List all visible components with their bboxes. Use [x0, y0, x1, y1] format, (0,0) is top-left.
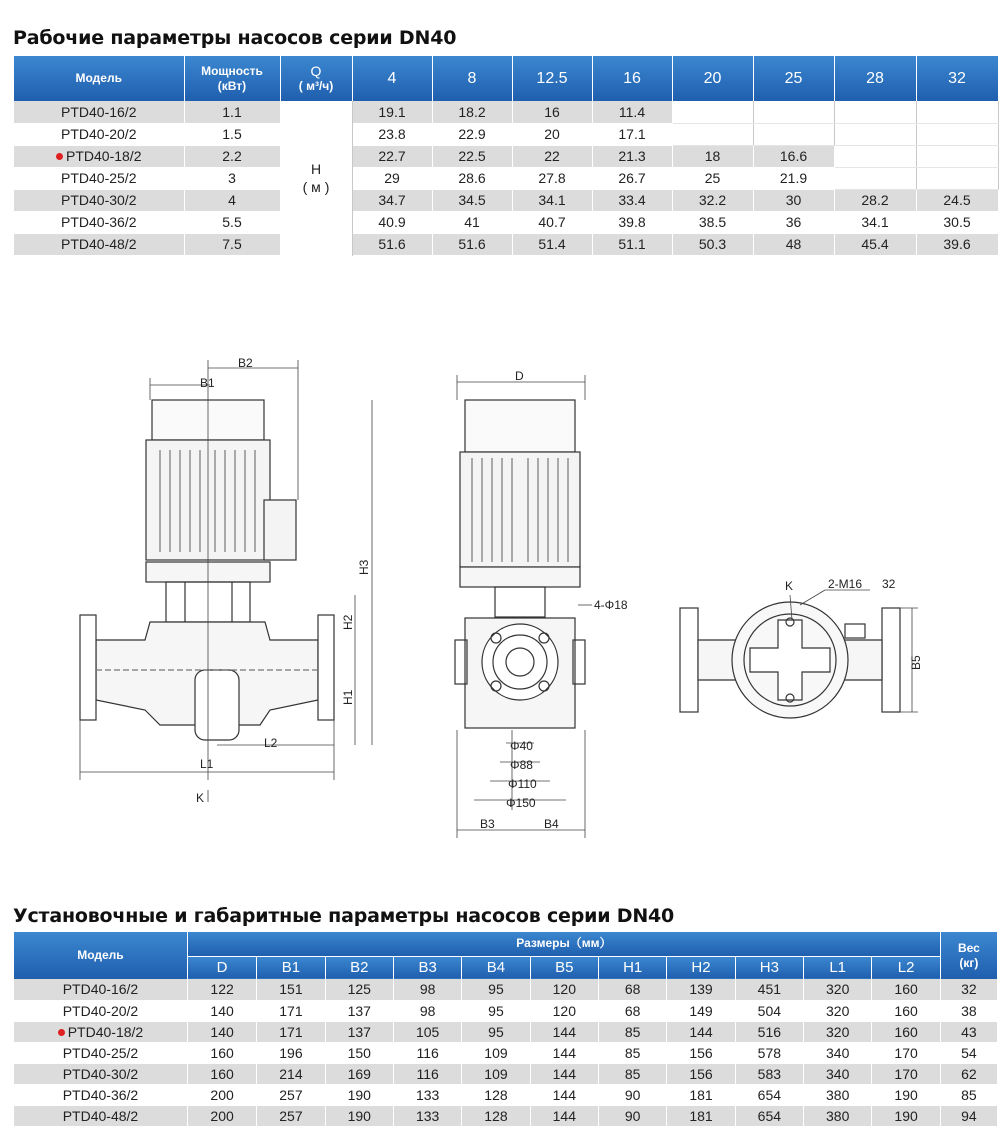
head-value-cell: 39.6: [916, 233, 998, 255]
head-value-cell: [753, 123, 834, 145]
dim-value-cell: 583: [735, 1063, 803, 1084]
head-value-cell: 38.5: [672, 211, 753, 233]
weight-cell: 43: [940, 1021, 997, 1042]
dim-value-cell: 105: [393, 1021, 461, 1042]
dim-value-cell: 504: [735, 1000, 803, 1021]
header-dim-col: B3: [393, 956, 461, 979]
dim-l2: L2: [264, 736, 278, 750]
dim-value-cell: 257: [257, 1105, 325, 1126]
dim-d: D: [515, 369, 524, 383]
header-dim-col: H2: [667, 956, 735, 979]
dim-value-cell: 214: [257, 1063, 325, 1084]
dim-value-cell: 139: [667, 979, 735, 1000]
head-value-cell: 25: [672, 167, 753, 189]
dim-b3: B3: [480, 817, 495, 831]
head-unit: ( м ): [302, 179, 330, 195]
head-value-cell: 17.1: [592, 123, 672, 145]
dim-value-cell: 95: [462, 979, 530, 1000]
dim-value-cell: 133: [393, 1105, 461, 1126]
dim-d110: Φ110: [508, 777, 537, 791]
head-value-cell: [834, 167, 916, 189]
weight-cell: 94: [940, 1105, 997, 1126]
header-dim-col: B4: [462, 956, 530, 979]
dim-value-cell: 98: [393, 979, 461, 1000]
head-value-cell: [916, 101, 998, 123]
header-dim-col: B2: [325, 956, 393, 979]
dim-32: 32: [882, 577, 896, 591]
header-flow-value: 32: [916, 56, 998, 101]
dim-value-cell: 320: [804, 1021, 872, 1042]
head-value-cell: 30: [753, 189, 834, 211]
head-value-cell: 32.2: [672, 189, 753, 211]
header-flow: Q ( м³/ч): [280, 56, 352, 101]
dim-value-cell: 170: [872, 1063, 940, 1084]
head-value-cell: 22: [512, 145, 592, 167]
head-value-cell: 41: [432, 211, 512, 233]
model-cell: [14, 211, 184, 233]
dim-value-cell: 156: [667, 1042, 735, 1063]
dim-value-cell: 200: [187, 1105, 256, 1126]
model-label: PTD40-30/2: [61, 192, 137, 208]
dim-value-cell: 654: [735, 1105, 803, 1126]
dim-value-cell: 95: [462, 1000, 530, 1021]
header-flow-value: 4: [352, 56, 432, 101]
head-value-cell: 27.8: [512, 167, 592, 189]
dim-b4: B4: [544, 817, 559, 831]
dim-k-front: K: [196, 791, 205, 805]
weight-cell: 85: [940, 1084, 997, 1105]
dim-value-cell: 160: [872, 1000, 940, 1021]
dim-value-cell: 160: [187, 1063, 256, 1084]
dim-value-cell: 340: [804, 1042, 872, 1063]
power-cell: 2.2: [184, 145, 280, 167]
dim-value-cell: 170: [872, 1042, 940, 1063]
table-row: [14, 1105, 998, 1126]
table-row: [14, 167, 998, 189]
head-value-cell: 50.3: [672, 233, 753, 255]
header-flow-value: 28: [834, 56, 916, 101]
head-value-cell: 19.1: [352, 101, 432, 123]
dim-value-cell: 85: [598, 1042, 666, 1063]
head-value-cell: 34.1: [834, 211, 916, 233]
power-cell: 5.5: [184, 211, 280, 233]
head-value-cell: 48: [753, 233, 834, 255]
dim-value-cell: 90: [598, 1105, 666, 1126]
model-label: PTD40-18/2: [66, 148, 142, 164]
table-row: [14, 101, 998, 123]
power-cell: 3: [184, 167, 280, 189]
dim-value-cell: 125: [325, 979, 393, 1000]
head-value-cell: 36: [753, 211, 834, 233]
header-flow-value: 20: [672, 56, 753, 101]
header-power: Мощность (кВт): [184, 56, 280, 101]
weight-cell: 32: [940, 979, 997, 1000]
head-value-cell: [834, 123, 916, 145]
dim-d88: Φ88: [510, 758, 533, 772]
header-dim-col: B5: [530, 956, 598, 979]
dim-value-cell: 190: [325, 1105, 393, 1126]
dim-value-cell: 144: [530, 1084, 598, 1105]
head-value-cell: 34.5: [432, 189, 512, 211]
head-value-cell: 18: [672, 145, 753, 167]
head-value-cell: 51.6: [432, 233, 512, 255]
head-value-cell: 11.4: [592, 101, 672, 123]
dim-l1: L1: [200, 757, 214, 771]
dim-value-cell: 380: [804, 1084, 872, 1105]
model-label: PTD40-36/2: [61, 214, 137, 230]
dim-d40: Φ40: [510, 739, 533, 753]
dim-value-cell: 137: [325, 1021, 393, 1042]
dim-value-cell: 257: [257, 1084, 325, 1105]
head-value-cell: 21.9: [753, 167, 834, 189]
head-value-cell: [916, 145, 998, 167]
dim-value-cell: 160: [187, 1042, 256, 1063]
dim-value-cell: 196: [257, 1042, 325, 1063]
head-value-cell: 33.4: [592, 189, 672, 211]
head-value-cell: 51.4: [512, 233, 592, 255]
dim-value-cell: 120: [530, 1000, 598, 1021]
table-row: [14, 233, 998, 255]
weight-cell: 54: [940, 1042, 997, 1063]
model-cell: [14, 1042, 187, 1063]
dim-value-cell: 578: [735, 1042, 803, 1063]
dim-value-cell: 95: [462, 1021, 530, 1042]
dim-value-cell: 68: [598, 1000, 666, 1021]
dim-thread: 2-M16: [828, 577, 863, 591]
dim-value-cell: 144: [530, 1063, 598, 1084]
dim-value-cell: 171: [257, 1000, 325, 1021]
header-dim-col: L1: [804, 956, 872, 979]
power-cell: 7.5: [184, 233, 280, 255]
header-dim-col: D: [187, 956, 256, 979]
dim-value-cell: 160: [872, 979, 940, 1000]
head-value-cell: 34.7: [352, 189, 432, 211]
table-row: [14, 189, 998, 211]
head-value-cell: [834, 145, 916, 167]
head-value-cell: 40.9: [352, 211, 432, 233]
head-value-cell: 20: [512, 123, 592, 145]
marker-dot-icon: [58, 1029, 65, 1036]
dim-value-cell: 137: [325, 1000, 393, 1021]
dim-h1: H1: [341, 689, 355, 705]
head-value-cell: 26.7: [592, 167, 672, 189]
header-weight: Вес (кг): [940, 932, 997, 979]
dim-value-cell: 140: [187, 1021, 256, 1042]
performance-table: [14, 56, 999, 256]
dim-value-cell: 85: [598, 1063, 666, 1084]
header-dim-col: H3: [735, 956, 803, 979]
head-value-cell: 18.2: [432, 101, 512, 123]
model-cell: [14, 145, 184, 167]
weight-cell: 62: [940, 1063, 997, 1084]
dim-value-cell: 116: [393, 1042, 461, 1063]
dim-value-cell: 144: [530, 1105, 598, 1126]
table-row: [14, 1000, 998, 1021]
dim-value-cell: 181: [667, 1105, 735, 1126]
head-value-cell: 22.5: [432, 145, 512, 167]
model-label: PTD40-30/2: [62, 1065, 139, 1082]
dim-value-cell: 320: [804, 979, 872, 1000]
model-cell: [14, 233, 184, 255]
dim-value-cell: 190: [325, 1084, 393, 1105]
top-view: [680, 590, 918, 718]
dim-b1: B1: [200, 376, 215, 390]
dim-value-cell: 109: [462, 1063, 530, 1084]
dim-value-cell: 144: [667, 1021, 735, 1042]
head-value-cell: 16.6: [753, 145, 834, 167]
dim-value-cell: 144: [530, 1021, 598, 1042]
model-label: PTD40-16/2: [61, 103, 137, 120]
header-dim-col: B1: [257, 956, 325, 979]
dim-value-cell: 122: [187, 979, 256, 1000]
table-row: [14, 211, 998, 233]
model-cell: [14, 1021, 187, 1042]
dim-value-cell: 200: [187, 1084, 256, 1105]
model-cell: [14, 101, 184, 123]
model-label: PTD40-16/2: [62, 981, 139, 998]
model-label: PTD40-36/2: [62, 1086, 139, 1103]
dim-value-cell: 144: [530, 1042, 598, 1063]
head-value-cell: 22.9: [432, 123, 512, 145]
header-model: Модель: [14, 56, 184, 101]
head-value-cell: [672, 101, 753, 123]
head-value-cell: 51.6: [352, 233, 432, 255]
header-sizes: Размеры（мм）: [187, 932, 940, 956]
head-value-cell: 23.8: [352, 123, 432, 145]
dim-value-cell: 190: [872, 1105, 940, 1126]
dim-value-cell: 169: [325, 1063, 393, 1084]
model-label: PTD40-48/2: [61, 236, 137, 252]
header-flow-value: 12.5: [512, 56, 592, 101]
head-unit-cell: [280, 101, 352, 255]
table-row: [14, 145, 998, 167]
head-value-cell: 28.6: [432, 167, 512, 189]
head-value-cell: 40.7: [512, 211, 592, 233]
dim-b5: B5: [909, 655, 923, 670]
model-label: PTD40-20/2: [62, 1002, 139, 1019]
marker-dot-icon: [56, 153, 63, 160]
model-cell: [14, 123, 184, 145]
table-row: [14, 123, 998, 145]
table-row: [14, 1021, 998, 1042]
dim-value-cell: 133: [393, 1084, 461, 1105]
head-value-cell: 30.5: [916, 211, 998, 233]
table-row: [14, 1042, 998, 1063]
power-cell: 4: [184, 189, 280, 211]
head-value-cell: 34.1: [512, 189, 592, 211]
head-value-cell: 39.8: [592, 211, 672, 233]
dim-value-cell: 516: [735, 1021, 803, 1042]
dim-value-cell: 128: [462, 1084, 530, 1105]
dim-value-cell: 98: [393, 1000, 461, 1021]
model-cell: [14, 1000, 187, 1021]
table-row: [14, 979, 998, 1000]
dim-value-cell: 128: [462, 1105, 530, 1126]
model-cell: [14, 189, 184, 211]
dim-value-cell: 109: [462, 1042, 530, 1063]
model-label: PTD40-48/2: [62, 1107, 139, 1124]
dim-value-cell: 171: [257, 1021, 325, 1042]
dim-value-cell: 190: [872, 1084, 940, 1105]
dim-b2: B2: [238, 356, 253, 370]
head-value-cell: 21.3: [592, 145, 672, 167]
header-flow-value: 25: [753, 56, 834, 101]
header-dim-col: H1: [598, 956, 666, 979]
model-cell: [14, 167, 184, 189]
dim-value-cell: 151: [257, 979, 325, 1000]
dim-d150: Φ150: [506, 796, 536, 810]
dim-k-top: K: [785, 579, 794, 593]
header-dim-col: L2: [872, 956, 940, 979]
power-cell: 1.5: [184, 123, 280, 145]
power-cell: 1.1: [184, 101, 280, 123]
dim-value-cell: 156: [667, 1063, 735, 1084]
pump-dimension-drawing: [0, 340, 1000, 850]
table-row: [14, 1063, 998, 1084]
table-row: [14, 1084, 998, 1105]
model-cell: [14, 979, 187, 1000]
front-view: [80, 360, 372, 802]
dim-value-cell: 340: [804, 1063, 872, 1084]
model-label: PTD40-25/2: [62, 1044, 139, 1061]
dimensions-table: [14, 932, 998, 1127]
dim-value-cell: 320: [804, 1000, 872, 1021]
dim-value-cell: 654: [735, 1084, 803, 1105]
table2-title: Установочные и габаритные параметры насосов серии DN40: [13, 905, 675, 927]
dim-h3: H3: [357, 559, 371, 575]
head-value-cell: 29: [352, 167, 432, 189]
dim-h2: H2: [341, 614, 355, 630]
head-value-cell: 16: [512, 101, 592, 123]
model-label: PTD40-20/2: [61, 126, 137, 142]
dim-bolts: 4-Φ18: [594, 598, 628, 612]
dim-value-cell: 451: [735, 979, 803, 1000]
model-label: PTD40-25/2: [61, 170, 137, 186]
dim-value-cell: 120: [530, 979, 598, 1000]
head-value-cell: [672, 123, 753, 145]
head-value-cell: [916, 123, 998, 145]
dim-value-cell: 68: [598, 979, 666, 1000]
dim-value-cell: 90: [598, 1084, 666, 1105]
head-label: H: [310, 161, 322, 177]
table1-title: Рабочие параметры насосов серии DN40: [13, 27, 457, 49]
model-label: PTD40-18/2: [67, 1023, 144, 1040]
head-value-cell: 45.4: [834, 233, 916, 255]
dim-value-cell: 160: [872, 1021, 940, 1042]
dim-value-cell: 380: [804, 1105, 872, 1126]
head-value-cell: 22.7: [352, 145, 432, 167]
dim-value-cell: 140: [187, 1000, 256, 1021]
head-value-cell: [916, 167, 998, 189]
head-value-cell: 24.5: [916, 189, 998, 211]
header-flow-value: 16: [592, 56, 672, 101]
head-value-cell: [834, 101, 916, 123]
dim-value-cell: 116: [393, 1063, 461, 1084]
model-cell: [14, 1105, 187, 1126]
dim-value-cell: 150: [325, 1042, 393, 1063]
head-value-cell: 51.1: [592, 233, 672, 255]
dim-value-cell: 149: [667, 1000, 735, 1021]
head-value-cell: [753, 101, 834, 123]
head-value-cell: 28.2: [834, 189, 916, 211]
dim-value-cell: 85: [598, 1021, 666, 1042]
model-cell: [14, 1084, 187, 1105]
header-model-2: Модель: [14, 932, 187, 979]
header-flow-value: 8: [432, 56, 512, 101]
weight-cell: 38: [940, 1000, 997, 1021]
model-cell: [14, 1063, 187, 1084]
dim-value-cell: 181: [667, 1084, 735, 1105]
